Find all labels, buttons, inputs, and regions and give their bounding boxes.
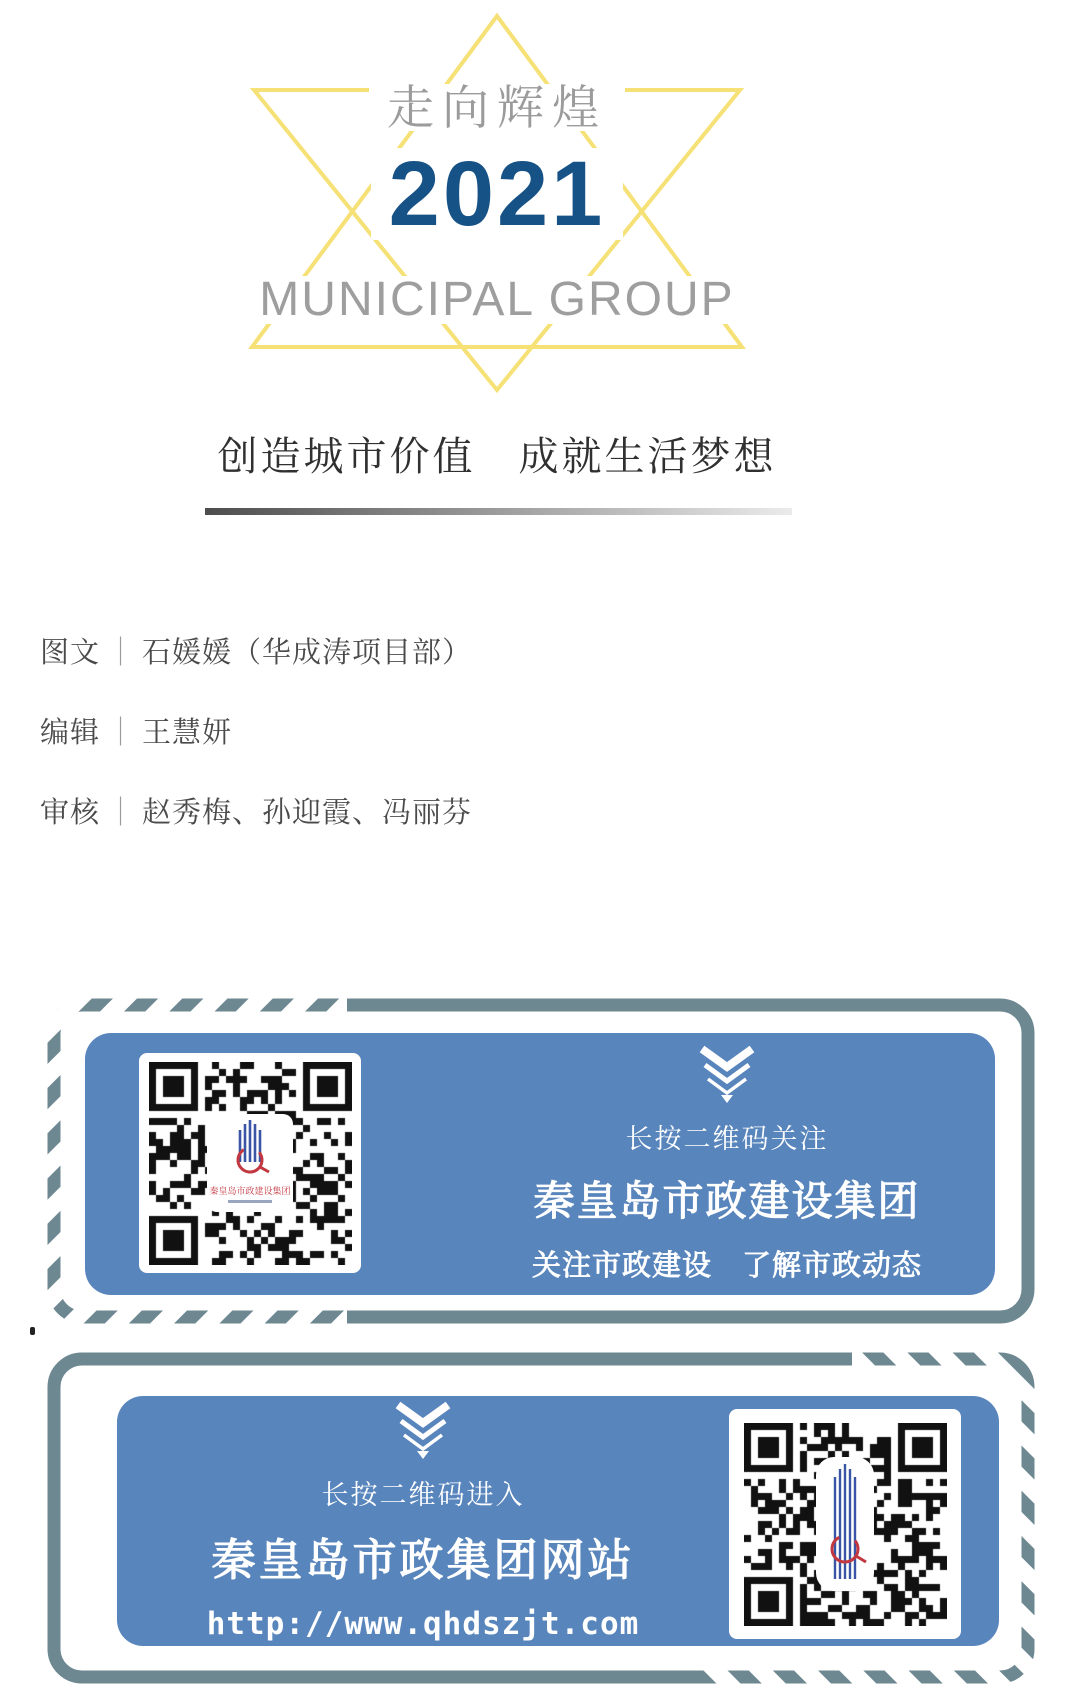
credit-value: 赵秀梅、孙迎霞、冯丽芬: [142, 797, 473, 829]
credit-value: 石媛媛（华成涛项目部）: [142, 637, 473, 669]
company-logo-icon: [207, 1114, 293, 1212]
company-logo-icon: [816, 1457, 874, 1591]
chevron-down-icon: [694, 1045, 760, 1103]
qr-center-logo: [207, 1114, 293, 1212]
banner-action-hint: 长按二维码关注: [625, 1123, 829, 1154]
website-banner: [47, 1352, 1035, 1684]
credits-block: [40, 636, 472, 876]
banner-action-hint: 长按二维码进入: [321, 1479, 525, 1510]
chevron-down-icon: [390, 1401, 456, 1459]
banner-text-column: [143, 1396, 703, 1646]
credit-line-reviewer: [40, 796, 472, 876]
qr-center-logo: [816, 1457, 874, 1591]
company-slogan: 创造城市价值 成就生活梦想: [217, 435, 777, 479]
credit-line-editor: [40, 716, 472, 796]
credit-label: 审核: [40, 797, 101, 829]
credit-value: 王慧妍: [142, 717, 233, 749]
credit-label: 图文: [40, 637, 101, 669]
gradient-divider: [205, 508, 792, 515]
speck-artifact: [30, 1327, 35, 1335]
credit-separator: ｜: [106, 637, 137, 669]
qr-card: [729, 1409, 961, 1639]
credit-line-author: [40, 636, 472, 716]
qr-card: [139, 1053, 361, 1273]
banner-title: 秦皇岛市政集团网站: [211, 1535, 635, 1585]
header-tagline: 走向辉煌: [0, 84, 994, 131]
wechat-follow-banner: [47, 998, 1035, 1324]
website-url[interactable]: http://www.qhdszjt.com: [206, 1605, 640, 1642]
header-subtitle: MUNICIPAL GROUP: [0, 276, 994, 324]
banner-title: 秦皇岛市政建设集团: [533, 1177, 921, 1224]
banner-text-column: [467, 1033, 987, 1295]
banner-subtitle: 关注市政建设 了解市政动态: [531, 1249, 922, 1282]
credit-separator: ｜: [106, 717, 137, 749]
credit-label: 编辑: [40, 717, 101, 749]
header-year: 2021: [0, 148, 994, 240]
credit-separator: ｜: [106, 797, 137, 829]
svg-text:秦皇岛市政建设集团: 秦皇岛市政建设集团: [209, 1186, 291, 1196]
